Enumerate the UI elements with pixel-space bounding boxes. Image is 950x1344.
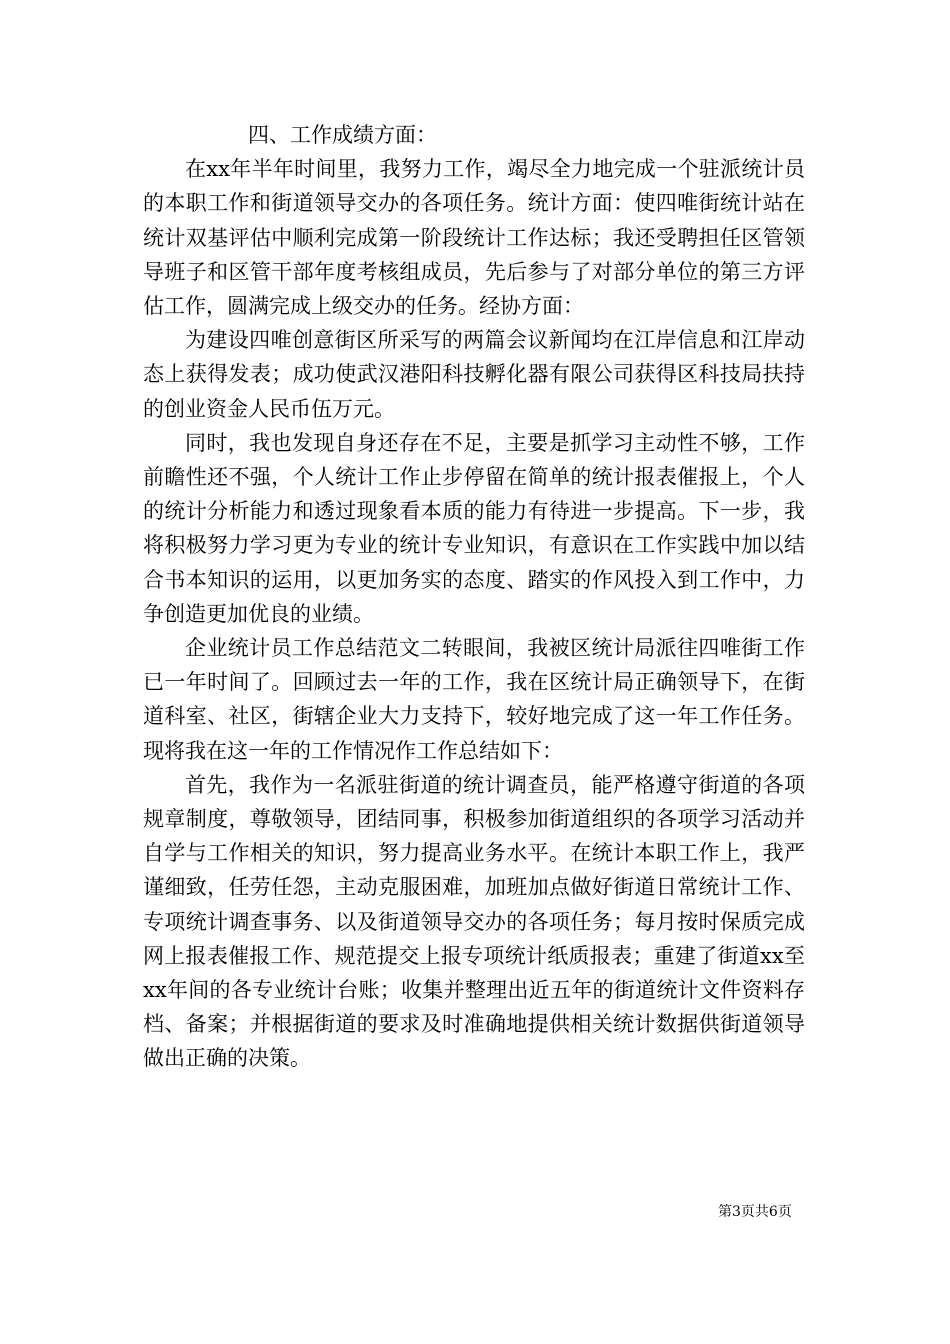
page-number-footer: 第3页共6页: [718, 1204, 792, 1220]
document-body: [143, 118, 805, 1076]
paragraph-3: 同时，我也发现自身还存在不足，主要是抓学习主动性不够，工作前瞻性还不强，个人统计工作止步停留在简单的统计报表催报上，个人的统计分析能力和透过现象看本质的能力有待进一步提高。下一步，我将积极努力学习更为专业的统计专业知识，有意识在工作实践中加以结合书本知识的运用，以更加务实的态度、踏实的作风投入到工作中，力争创造更加优良的业绩。: [143, 430, 805, 626]
paragraph-1: 在xx年半年时间里，我努力工作，竭尽全力地完成一个驻派统计员的本职工作和街道领导交办的各项任务。统计方面：使四唯街统计站在统计双基评估中顺利完成第一阶段统计工作达标；我还受聘担任区管领导班子和区管干部年度考核组成员，先后参与了对部分单位的第三方评估工作，圆满完成上级交办的任务。经协方面：: [143, 157, 805, 319]
paragraph-4: 企业统计员工作总结范文二转眼间，我被区统计局派往四唯街工作已一年时间了。回顾过去一年的工作，我在区统计局正确领导下，在街道科室、社区，街辖企业大力支持下，较好地完成了这一年工作任务。现将我在这一年的工作情况作工作总结如下：: [143, 636, 805, 763]
section-heading: 四、工作成绩方面：: [248, 123, 437, 147]
paragraph-5: 首先，我作为一名派驻街道的统计调查员，能严格遵守街道的各项规章制度，尊敬领导，团结同事，积极参加街道组织的各项学习活动并自学与工作相关的知识，努力提高业务水平。在统计本职工作上，我严谨细致，任劳任怨，主动克服困难，加班加点做好街道日常统计工作、专项统计调查事务、以及街道领导交办的各项任务；每月按时保质完成网上报表催报工作、规范提交上报专项统计纸质报表；重建了街道xx至xx年间的各专业统计台账；收集并整理出近五年的街道统计文件资料存档、备案；并根据街道的要求及时准确地提供相关统计数据供街道领导做出正确的决策。: [143, 772, 805, 1071]
paragraph-2: 为建设四唯创意街区所采写的两篇会议新闻均在江岸信息和江岸动态上获得发表；成功使武汉港阳科技孵化器有限公司获得区科技局扶持的创业资金人民币伍万元。: [143, 328, 805, 421]
